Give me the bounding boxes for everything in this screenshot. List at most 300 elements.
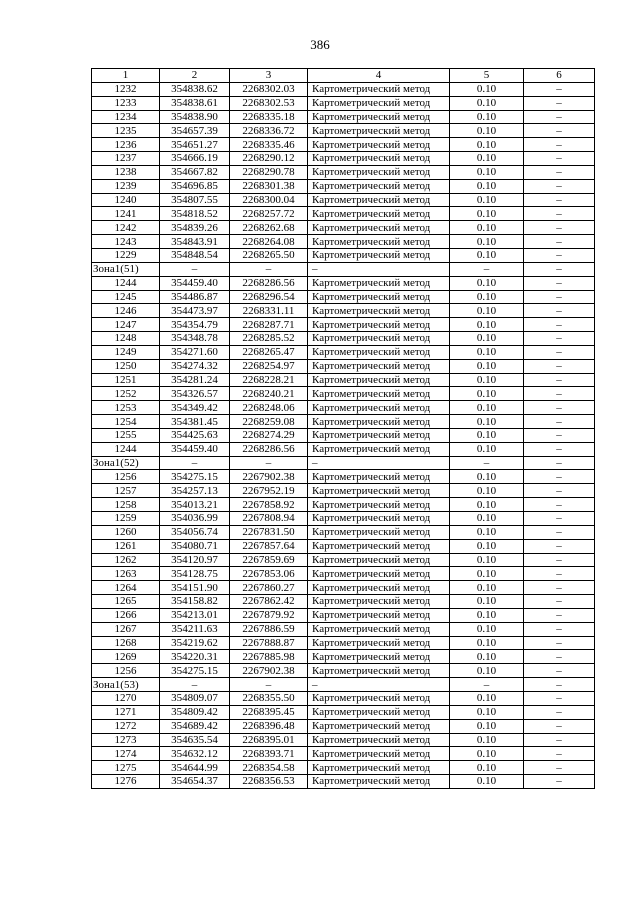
method-cell: Картометрический метод [308, 622, 450, 636]
x-coordinate-cell: 354220.31 [160, 650, 230, 664]
x-coordinate-cell: 354056.74 [160, 525, 230, 539]
description-cell: – [524, 262, 595, 276]
point-number-cell: 1261 [92, 539, 160, 553]
point-number-cell: 1273 [92, 733, 160, 747]
description-cell: – [524, 470, 595, 484]
accuracy-cell: 0.10 [450, 290, 524, 304]
point-number-cell: 1235 [92, 124, 160, 138]
x-coordinate-cell: 354213.01 [160, 608, 230, 622]
description-cell: – [524, 525, 595, 539]
table-row [92, 484, 595, 498]
y-coordinate-cell: 2267862.42 [230, 595, 308, 609]
x-coordinate-cell: 354271.60 [160, 345, 230, 359]
y-coordinate-cell: 2267885.98 [230, 650, 308, 664]
method-cell: Картометрический метод [308, 567, 450, 581]
y-coordinate-cell: – [230, 678, 308, 692]
method-cell: Картометрический метод [308, 484, 450, 498]
point-number-cell: 1233 [92, 96, 160, 110]
point-number-cell: 1253 [92, 401, 160, 415]
point-number-cell: 1249 [92, 345, 160, 359]
point-number-cell: 1251 [92, 373, 160, 387]
column-header-5: 5 [450, 69, 524, 83]
method-cell: Картометрический метод [308, 152, 450, 166]
accuracy-cell: 0.10 [450, 193, 524, 207]
table-row [92, 318, 595, 332]
y-coordinate-cell: 2267902.38 [230, 470, 308, 484]
y-coordinate-cell: 2268396.48 [230, 719, 308, 733]
description-cell: – [524, 636, 595, 650]
point-number-cell: 1272 [92, 719, 160, 733]
accuracy-cell: 0.10 [450, 650, 524, 664]
accuracy-cell: 0.10 [450, 691, 524, 705]
method-cell: Картометрический метод [308, 401, 450, 415]
table-row [92, 539, 595, 553]
x-coordinate-cell: 354818.52 [160, 207, 230, 221]
point-number-cell: 1271 [92, 705, 160, 719]
table-row [92, 470, 595, 484]
y-coordinate-cell: 2268265.47 [230, 345, 308, 359]
x-coordinate-cell: – [160, 678, 230, 692]
column-header-1: 1 [92, 69, 160, 83]
accuracy-cell: 0.10 [450, 207, 524, 221]
method-cell: Картометрический метод [308, 221, 450, 235]
table-row [92, 82, 595, 96]
x-coordinate-cell: 354425.63 [160, 428, 230, 442]
point-number-cell: 1276 [92, 775, 160, 789]
method-cell: Картометрический метод [308, 691, 450, 705]
point-number-cell: 1237 [92, 152, 160, 166]
method-cell: Картометрический метод [308, 415, 450, 429]
method-cell: Картометрический метод [308, 428, 450, 442]
accuracy-cell: 0.10 [450, 512, 524, 526]
accuracy-cell: 0.10 [450, 733, 524, 747]
accuracy-cell: 0.10 [450, 595, 524, 609]
x-coordinate-cell: 354654.37 [160, 775, 230, 789]
table-row [92, 332, 595, 346]
accuracy-cell: 0.10 [450, 138, 524, 152]
y-coordinate-cell: 2268257.72 [230, 207, 308, 221]
y-coordinate-cell: 2267860.27 [230, 581, 308, 595]
table-row [92, 248, 595, 262]
table-row [92, 636, 595, 650]
table-row [92, 235, 595, 249]
table-row [92, 165, 595, 179]
accuracy-cell: 0.10 [450, 567, 524, 581]
x-coordinate-cell: 354644.99 [160, 761, 230, 775]
accuracy-cell: 0.10 [450, 539, 524, 553]
description-cell: – [524, 442, 595, 456]
description-cell: – [524, 567, 595, 581]
point-number-cell: 1257 [92, 484, 160, 498]
accuracy-cell: 0.10 [450, 332, 524, 346]
accuracy-cell: 0.10 [450, 525, 524, 539]
accuracy-cell: – [450, 262, 524, 276]
page-number: 386 [310, 37, 330, 52]
method-cell: Картометрический метод [308, 553, 450, 567]
table-row [92, 373, 595, 387]
point-number-cell: 1241 [92, 207, 160, 221]
point-number-cell: 1255 [92, 428, 160, 442]
x-coordinate-cell: 354275.15 [160, 470, 230, 484]
accuracy-cell: 0.10 [450, 498, 524, 512]
x-coordinate-cell: 354809.07 [160, 691, 230, 705]
method-cell: Картометрический метод [308, 512, 450, 526]
x-coordinate-cell: 354632.12 [160, 747, 230, 761]
point-number-cell: 1263 [92, 567, 160, 581]
y-coordinate-cell: 2267952.19 [230, 484, 308, 498]
accuracy-cell: 0.10 [450, 553, 524, 567]
table-row [92, 110, 595, 124]
description-cell: – [524, 498, 595, 512]
table-row [92, 221, 595, 235]
method-cell: Картометрический метод [308, 498, 450, 512]
method-cell: Картометрический метод [308, 705, 450, 719]
x-coordinate-cell: 354348.78 [160, 332, 230, 346]
method-cell: Картометрический метод [308, 470, 450, 484]
x-coordinate-cell: 354473.97 [160, 304, 230, 318]
method-cell: Картометрический метод [308, 733, 450, 747]
y-coordinate-cell: 2268285.52 [230, 332, 308, 346]
accuracy-cell: 0.10 [450, 484, 524, 498]
accuracy-cell: 0.10 [450, 636, 524, 650]
description-cell: – [524, 761, 595, 775]
x-coordinate-cell: 354635.54 [160, 733, 230, 747]
table-row [92, 664, 595, 678]
coordinates-table [91, 68, 595, 789]
x-coordinate-cell: 354838.62 [160, 82, 230, 96]
x-coordinate-cell: 354120.97 [160, 553, 230, 567]
description-cell: – [524, 152, 595, 166]
y-coordinate-cell: 2268356.53 [230, 775, 308, 789]
x-coordinate-cell: – [160, 456, 230, 470]
point-number-cell: 1252 [92, 387, 160, 401]
description-cell: – [524, 304, 595, 318]
x-coordinate-cell: 354158.82 [160, 595, 230, 609]
table-row [92, 719, 595, 733]
accuracy-cell: 0.10 [450, 442, 524, 456]
x-coordinate-cell: 354257.13 [160, 484, 230, 498]
table-row [92, 442, 595, 456]
accuracy-cell: 0.10 [450, 622, 524, 636]
y-coordinate-cell: 2267902.38 [230, 664, 308, 678]
point-number-cell: 1242 [92, 221, 160, 235]
table-row [92, 705, 595, 719]
x-coordinate-cell: 354151.90 [160, 581, 230, 595]
description-cell: – [524, 138, 595, 152]
point-number-cell: 1250 [92, 359, 160, 373]
description-cell: – [524, 96, 595, 110]
description-cell: – [524, 691, 595, 705]
accuracy-cell: 0.10 [450, 124, 524, 138]
description-cell: – [524, 539, 595, 553]
y-coordinate-cell: 2268259.08 [230, 415, 308, 429]
point-number-cell: 1267 [92, 622, 160, 636]
x-coordinate-cell: 354807.55 [160, 193, 230, 207]
table-row [92, 387, 595, 401]
zone-header-row [92, 456, 595, 470]
table-body [92, 82, 595, 788]
description-cell: – [524, 124, 595, 138]
y-coordinate-cell: 2268240.21 [230, 387, 308, 401]
description-cell: – [524, 359, 595, 373]
table-row [92, 96, 595, 110]
method-cell: Картометрический метод [308, 193, 450, 207]
description-cell: – [524, 705, 595, 719]
method-cell: Картометрический метод [308, 110, 450, 124]
method-cell: Картометрический метод [308, 664, 450, 678]
point-number-cell: 1270 [92, 691, 160, 705]
y-coordinate-cell: 2268395.45 [230, 705, 308, 719]
y-coordinate-cell: 2267879.92 [230, 608, 308, 622]
point-number-cell: 1254 [92, 415, 160, 429]
description-cell: – [524, 622, 595, 636]
point-number-cell: 1244 [92, 442, 160, 456]
description-cell: – [524, 401, 595, 415]
point-number-cell: 1256 [92, 664, 160, 678]
description-cell: – [524, 235, 595, 249]
method-cell: Картометрический метод [308, 650, 450, 664]
accuracy-cell: 0.10 [450, 235, 524, 249]
accuracy-cell: 0.10 [450, 318, 524, 332]
description-cell: – [524, 553, 595, 567]
x-coordinate-cell: 354838.61 [160, 96, 230, 110]
method-cell: Картометрический метод [308, 124, 450, 138]
method-cell: Картометрический метод [308, 332, 450, 346]
description-cell: – [524, 664, 595, 678]
x-coordinate-cell: 354219.62 [160, 636, 230, 650]
point-number-cell: 1229 [92, 248, 160, 262]
point-number-cell: 1264 [92, 581, 160, 595]
description-cell: – [524, 747, 595, 761]
x-coordinate-cell: 354657.39 [160, 124, 230, 138]
y-coordinate-cell: 2268302.53 [230, 96, 308, 110]
method-cell: Картометрический метод [308, 747, 450, 761]
y-coordinate-cell: 2268335.18 [230, 110, 308, 124]
y-coordinate-cell: 2268301.38 [230, 179, 308, 193]
point-number-cell: 1266 [92, 608, 160, 622]
table-row [92, 401, 595, 415]
accuracy-cell: 0.10 [450, 248, 524, 262]
y-coordinate-cell: 2268393.71 [230, 747, 308, 761]
point-number-cell: 1238 [92, 165, 160, 179]
method-cell: Картометрический метод [308, 318, 450, 332]
accuracy-cell: 0.10 [450, 581, 524, 595]
x-coordinate-cell: 354080.71 [160, 539, 230, 553]
method-cell: Картометрический метод [308, 442, 450, 456]
column-header-6: 6 [524, 69, 595, 83]
method-cell: – [308, 678, 450, 692]
point-number-cell: 1247 [92, 318, 160, 332]
description-cell: – [524, 387, 595, 401]
description-cell: – [524, 650, 595, 664]
x-coordinate-cell: 354696.85 [160, 179, 230, 193]
y-coordinate-cell: 2268262.68 [230, 221, 308, 235]
zone-header-row [92, 262, 595, 276]
accuracy-cell: 0.10 [450, 470, 524, 484]
description-cell: – [524, 193, 595, 207]
x-coordinate-cell: 354128.75 [160, 567, 230, 581]
description-cell: – [524, 484, 595, 498]
point-number-cell: 1243 [92, 235, 160, 249]
point-number-cell: 1268 [92, 636, 160, 650]
method-cell: Картометрический метод [308, 165, 450, 179]
accuracy-cell: 0.10 [450, 719, 524, 733]
description-cell: – [524, 345, 595, 359]
accuracy-cell: 0.10 [450, 152, 524, 166]
y-coordinate-cell: 2268286.56 [230, 442, 308, 456]
point-number-cell: 1232 [92, 82, 160, 96]
table-row [92, 747, 595, 761]
table-row [92, 138, 595, 152]
accuracy-cell: 0.10 [450, 82, 524, 96]
method-cell: Картометрический метод [308, 359, 450, 373]
method-cell: – [308, 456, 450, 470]
x-coordinate-cell: 354651.27 [160, 138, 230, 152]
method-cell: Картометрический метод [308, 248, 450, 262]
point-number-cell: 1248 [92, 332, 160, 346]
point-number-cell: 1239 [92, 179, 160, 193]
table-row [92, 428, 595, 442]
y-coordinate-cell: 2268336.72 [230, 124, 308, 138]
point-number-cell: 1246 [92, 304, 160, 318]
point-number-cell: 1269 [92, 650, 160, 664]
x-coordinate-cell: 354666.19 [160, 152, 230, 166]
method-cell: Картометрический метод [308, 276, 450, 290]
description-cell: – [524, 207, 595, 221]
point-number-cell: 1262 [92, 553, 160, 567]
x-coordinate-cell: 354486.87 [160, 290, 230, 304]
y-coordinate-cell: 2268228.21 [230, 373, 308, 387]
description-cell: – [524, 456, 595, 470]
table-row [92, 761, 595, 775]
table-row [92, 622, 595, 636]
accuracy-cell: 0.10 [450, 373, 524, 387]
y-coordinate-cell: 2267831.50 [230, 525, 308, 539]
description-cell: – [524, 678, 595, 692]
method-cell: Картометрический метод [308, 235, 450, 249]
method-cell: Картометрический метод [308, 761, 450, 775]
y-coordinate-cell: 2268248.06 [230, 401, 308, 415]
description-cell: – [524, 318, 595, 332]
table-row [92, 581, 595, 595]
description-cell: – [524, 608, 595, 622]
description-cell: – [524, 581, 595, 595]
method-cell: Картометрический метод [308, 96, 450, 110]
description-cell: – [524, 428, 595, 442]
column-header-3: 3 [230, 69, 308, 83]
y-coordinate-cell: 2268335.46 [230, 138, 308, 152]
point-number-cell: 1265 [92, 595, 160, 609]
table-row [92, 304, 595, 318]
description-cell: – [524, 373, 595, 387]
method-cell: Картометрический метод [308, 207, 450, 221]
method-cell: Картометрический метод [308, 179, 450, 193]
y-coordinate-cell: 2267888.87 [230, 636, 308, 650]
method-cell: Картометрический метод [308, 82, 450, 96]
point-number-cell: 1244 [92, 276, 160, 290]
point-number-cell: 1260 [92, 525, 160, 539]
description-cell: – [524, 165, 595, 179]
x-coordinate-cell: 354839.26 [160, 221, 230, 235]
accuracy-cell: 0.10 [450, 359, 524, 373]
point-number-cell: 1245 [92, 290, 160, 304]
table-row [92, 276, 595, 290]
point-number-cell: Зона1(53) [92, 678, 160, 692]
y-coordinate-cell: 2267853.06 [230, 567, 308, 581]
accuracy-cell: 0.10 [450, 775, 524, 789]
table-row [92, 290, 595, 304]
x-coordinate-cell: 354281.24 [160, 373, 230, 387]
description-cell: – [524, 221, 595, 235]
description-cell: – [524, 733, 595, 747]
accuracy-cell: 0.10 [450, 761, 524, 775]
method-cell: – [308, 262, 450, 276]
method-cell: Картометрический метод [308, 595, 450, 609]
x-coordinate-cell: 354354.79 [160, 318, 230, 332]
description-cell: – [524, 332, 595, 346]
accuracy-cell: 0.10 [450, 345, 524, 359]
x-coordinate-cell: 354381.45 [160, 415, 230, 429]
x-coordinate-cell: 354843.91 [160, 235, 230, 249]
y-coordinate-cell: – [230, 456, 308, 470]
description-cell: – [524, 290, 595, 304]
x-coordinate-cell: 354211.63 [160, 622, 230, 636]
accuracy-cell: 0.10 [450, 221, 524, 235]
x-coordinate-cell: 354013.21 [160, 498, 230, 512]
y-coordinate-cell: 2267857.64 [230, 539, 308, 553]
table-row [92, 207, 595, 221]
y-coordinate-cell: 2268302.03 [230, 82, 308, 96]
description-cell: – [524, 276, 595, 290]
accuracy-cell: 0.10 [450, 608, 524, 622]
accuracy-cell: 0.10 [450, 664, 524, 678]
y-coordinate-cell: 2268290.78 [230, 165, 308, 179]
description-cell: – [524, 595, 595, 609]
table-row [92, 567, 595, 581]
point-number-cell: 1240 [92, 193, 160, 207]
method-cell: Картометрический метод [308, 539, 450, 553]
accuracy-cell: 0.10 [450, 387, 524, 401]
y-coordinate-cell: 2267808.94 [230, 512, 308, 526]
y-coordinate-cell: 2268395.01 [230, 733, 308, 747]
description-cell: – [524, 775, 595, 789]
y-coordinate-cell: – [230, 262, 308, 276]
method-cell: Картометрический метод [308, 775, 450, 789]
table-row [92, 152, 595, 166]
table-row [92, 498, 595, 512]
y-coordinate-cell: 2268290.12 [230, 152, 308, 166]
y-coordinate-cell: 2267886.59 [230, 622, 308, 636]
method-cell: Картометрический метод [308, 608, 450, 622]
x-coordinate-cell: 354326.57 [160, 387, 230, 401]
accuracy-cell: – [450, 456, 524, 470]
x-coordinate-cell: 354275.15 [160, 664, 230, 678]
point-number-cell: 1256 [92, 470, 160, 484]
accuracy-cell: 0.10 [450, 179, 524, 193]
table-row [92, 359, 595, 373]
table-row [92, 415, 595, 429]
column-header-4: 4 [308, 69, 450, 83]
description-cell: – [524, 719, 595, 733]
description-cell: – [524, 415, 595, 429]
method-cell: Картометрический метод [308, 304, 450, 318]
y-coordinate-cell: 2268296.54 [230, 290, 308, 304]
table-row [92, 193, 595, 207]
point-number-cell: 1259 [92, 512, 160, 526]
point-number-cell: 1258 [92, 498, 160, 512]
description-cell: – [524, 512, 595, 526]
method-cell: Картометрический метод [308, 138, 450, 152]
